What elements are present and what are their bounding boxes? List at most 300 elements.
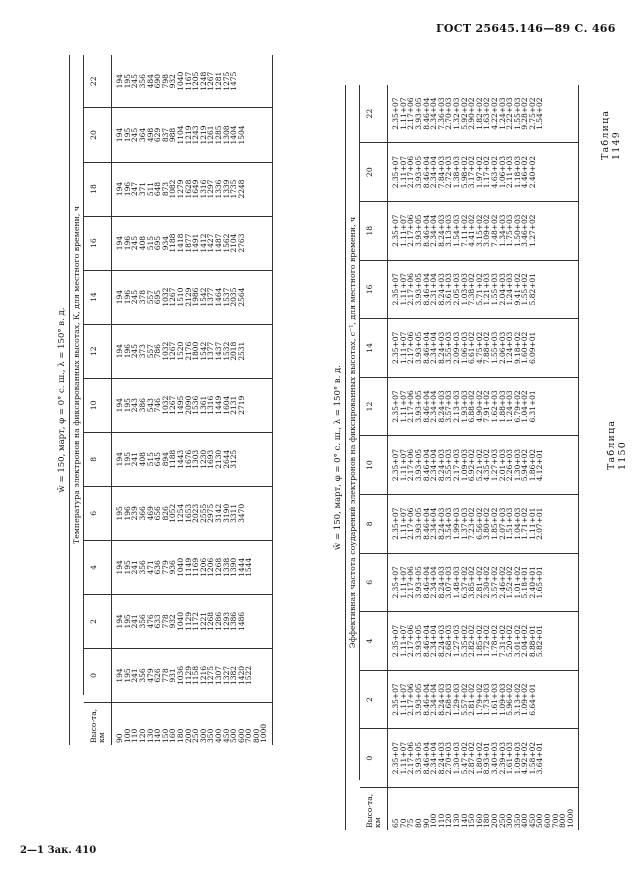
table-cell: 4.22+02: [489, 97, 499, 130]
table-cell: 988: [168, 127, 178, 143]
height-column-header: Высо-та, км: [360, 788, 388, 831]
page-footer: 2—1 Зак. 410: [20, 845, 97, 856]
table-cell: 2.34+04: [429, 331, 439, 365]
table-cell: 1.06+03: [459, 331, 469, 365]
table-cell: 4.75+02: [474, 331, 484, 365]
table-cell: 1.48+03: [451, 566, 461, 599]
table-cell: 8.24+03: [436, 507, 446, 540]
table-cell: 2.17+06: [406, 624, 416, 658]
table-cell: 471: [145, 560, 155, 575]
table-1149-grid: [84, 55, 272, 745]
table-cell: 2.68+03: [444, 683, 454, 716]
table-cell: 1267: [168, 287, 178, 307]
table-cell: 1285: [213, 125, 223, 145]
table-cell: 2.01+03: [497, 449, 507, 482]
table-cell: 2.35+07: [391, 155, 401, 189]
hour-values: [112, 216, 272, 270]
table-cell: 2.68+03: [444, 624, 454, 658]
table-cell: 1.75+03: [505, 214, 515, 247]
hour-column-header: 14: [360, 319, 388, 378]
table-cell: 1052: [168, 503, 178, 523]
table-cell: 2.17+06: [406, 273, 416, 306]
table-cell: 1.01+02: [512, 566, 522, 599]
table-cell: 779: [160, 560, 170, 575]
table-cell: 1.24+03: [497, 97, 507, 130]
table-cell: 3.93+05: [413, 683, 423, 716]
table-cell: 8.24+03: [436, 390, 446, 423]
table-cell: 3.15+02: [474, 214, 484, 247]
table-cell: 511: [145, 181, 155, 197]
table-cell: 196: [122, 506, 132, 521]
table-cell: 1475: [229, 71, 239, 91]
table-cell: 1.79+02: [474, 683, 484, 716]
table-cell: 1404: [229, 125, 239, 145]
table-cell: 1.82+02: [474, 97, 484, 130]
hour-column-header: 20: [360, 143, 388, 202]
table-cell: 1.52+02: [505, 566, 515, 599]
table-cell: 5.96+02: [505, 683, 515, 716]
hour-column-header: 8: [360, 494, 388, 553]
table-cell: 195: [122, 668, 132, 683]
table-cell: 2.17+06: [406, 449, 416, 482]
table-cell: 1.21+03: [482, 273, 492, 306]
table-cell: 1268: [213, 557, 223, 577]
height-value: 120: [444, 813, 454, 828]
table-cell: 8.46+04: [421, 390, 431, 423]
table-cell: 4.63+02: [489, 155, 499, 189]
table-cell: 356: [137, 614, 147, 629]
table-cell: 1562: [221, 233, 231, 253]
table-cell: 4.35+02: [482, 449, 492, 482]
height-value: 800: [558, 813, 568, 828]
table-cell: 2.87+02: [467, 742, 477, 775]
table-cell: 1.11+07: [398, 97, 408, 130]
table-cell: 6.61+02: [467, 331, 477, 365]
table-cell: 645: [153, 452, 163, 467]
table-cell: 746: [153, 398, 163, 413]
table-cell: 1676: [183, 449, 193, 469]
table-cell: 1487: [213, 233, 223, 253]
height-value: 1000: [259, 724, 269, 743]
table-cell: 3.61+03: [444, 273, 454, 306]
table-cell: 1.50+03: [512, 214, 522, 247]
table-cell: 8.24+03: [436, 273, 446, 306]
table-cell: 194: [115, 344, 125, 359]
hour-values: [112, 432, 272, 486]
table-cell: 9.41+02: [512, 273, 522, 306]
table-cell: 2555: [198, 503, 208, 523]
hour-values: [388, 670, 579, 729]
table-cell: 1188: [168, 449, 178, 469]
table-cell: 1206: [198, 557, 208, 577]
height-value: 450: [221, 728, 231, 743]
table-cell: 1129: [183, 666, 193, 685]
table-cell: 196: [122, 181, 132, 197]
table-cell: 4.41+02: [467, 214, 477, 247]
table-cell: 8.24+03: [436, 214, 446, 247]
table-1149-label: Таблица 1149: [600, 109, 622, 160]
table-cell: 1504: [236, 125, 246, 145]
table-cell: 8.46+04: [421, 214, 431, 247]
table-cell: 245: [130, 290, 140, 305]
table-cell: 194: [115, 614, 125, 629]
hour-values: [388, 729, 579, 788]
table-cell: 1040: [175, 611, 185, 631]
table-cell: 3.93+05: [413, 624, 423, 658]
table-cell: 408: [137, 236, 147, 251]
table-cell: 1.27+02: [527, 214, 537, 247]
table-cell: 1.29+03: [451, 683, 461, 716]
table-cell: 1.55+03: [489, 273, 499, 306]
table-cell: 245: [130, 127, 140, 143]
table-cell: 636: [153, 560, 163, 575]
table-cell: 1.34+03: [497, 214, 507, 247]
table-cell: 1219: [183, 125, 193, 145]
table-cell: 2.13+03: [451, 390, 461, 423]
table-cell: 1536: [191, 395, 201, 415]
height-value: 110: [436, 813, 446, 828]
table-cell: 2.06+03: [497, 331, 507, 365]
table-cell: 2.34+04: [429, 742, 439, 775]
table-cell: 2.11+03: [505, 155, 515, 189]
table-cell: 648: [153, 181, 163, 197]
table-cell: 515: [145, 236, 155, 251]
table-cell: 936: [168, 560, 178, 575]
table-cell: 1336: [213, 179, 223, 199]
table-cell: 1.37+03: [459, 507, 469, 540]
table-cell: 1.54+02: [535, 97, 545, 130]
height-value: 90: [421, 818, 431, 828]
table-cell: 2.35+07: [391, 331, 401, 365]
height-value: 150: [467, 813, 477, 828]
table-cell: 241: [130, 452, 140, 467]
table-cell: 194: [115, 74, 125, 89]
table-cell: 778: [160, 614, 170, 629]
table-cell: 1.24+03: [505, 331, 515, 365]
table-cell: 1275: [221, 71, 231, 91]
table-cell: 934: [160, 236, 170, 251]
table-cell: 2.75+02: [527, 97, 537, 130]
table-cell: 1267: [168, 395, 178, 415]
table-cell: 2.17+06: [406, 214, 416, 247]
table-cell: 2.07+01: [535, 507, 545, 540]
table-cell: 2.26+03: [505, 449, 515, 482]
table-cell: 1267: [168, 341, 178, 361]
table-cell: 3.80+02: [482, 507, 492, 540]
table-cell: 1.11+07: [398, 214, 408, 247]
table-cell: 1.11+07: [398, 624, 408, 658]
table-cell: 1464: [213, 287, 223, 307]
table-cell: 408: [137, 452, 147, 467]
table-cell: 239: [130, 506, 140, 521]
table-cell: 1.11+07: [398, 566, 408, 599]
table-cell: 3.07+03: [444, 566, 454, 599]
hour-values: [388, 612, 579, 671]
table-cell: 3.09+02: [482, 214, 492, 247]
table-cell: 1.88+03: [497, 390, 507, 423]
hour-column-header: 4: [84, 540, 112, 594]
hour-values: [112, 648, 272, 702]
height-value: 400: [213, 728, 223, 743]
table-cell: 7.36+03: [436, 97, 446, 130]
table-cell: 1158: [191, 666, 201, 685]
hour-column-header: 12: [360, 377, 388, 436]
table-cell: 3.01+02: [512, 624, 522, 658]
table-cell: 3470: [236, 503, 246, 523]
hour-column-header: 18: [360, 201, 388, 260]
table-cell: 2.17+06: [406, 390, 416, 423]
table-cell: 2.81+02: [467, 683, 477, 716]
hour-values: [388, 494, 579, 553]
table-cell: 837: [160, 127, 170, 143]
table-cell: 1.11+07: [398, 155, 408, 189]
table-cell: 1.55+03: [489, 331, 499, 365]
table-cell: 1188: [168, 233, 178, 253]
table-cell: 1.09+03: [497, 683, 507, 716]
table-cell: 1172: [191, 611, 201, 631]
table-cell: 194: [115, 668, 125, 683]
table-cell: 6.92+02: [467, 449, 477, 482]
table-cell: 2.72+03: [444, 155, 454, 189]
table-cell: 8.46+04: [421, 507, 431, 540]
table-cell: 1390: [229, 557, 239, 577]
table-cell: 1.27+03: [451, 624, 461, 658]
table2-table: [360, 85, 578, 830]
table-cell: 1412: [198, 233, 208, 253]
table-cell: 2763: [236, 233, 246, 253]
table-cell: 1.11+07: [398, 449, 408, 482]
table-cell: 2.30+02: [482, 566, 492, 599]
table-cell: 2.40+02: [527, 155, 537, 189]
table-cell: 1735: [229, 179, 239, 199]
height-value: 130: [451, 813, 461, 828]
table-cell: 1206: [206, 557, 216, 577]
height-value: 150: [160, 728, 170, 743]
table-cell: 894: [160, 452, 170, 467]
height-value: 400: [520, 813, 530, 828]
table-cell: 2.17+06: [406, 742, 416, 775]
table-cell: 3.55+03: [444, 331, 454, 365]
hour-column-header: 14: [84, 270, 112, 324]
table-cell: 364: [137, 127, 147, 143]
table-cell: 1.09+02: [520, 683, 530, 716]
table-cell: 479: [145, 668, 155, 683]
table-cell: 6.56+02: [474, 507, 484, 540]
table-cell: 195: [122, 398, 132, 413]
table-cell: 6.88+02: [467, 390, 477, 423]
height-value: 250: [191, 728, 201, 743]
hour-column-header: 22: [360, 85, 388, 143]
table-cell: 1449: [213, 395, 223, 415]
table-cell: 196: [122, 344, 132, 359]
table-cell: 1427: [206, 233, 216, 253]
table-cell: 2.35+07: [391, 507, 401, 540]
table-cell: 3.93+05: [413, 155, 423, 189]
table-cell: 1297: [206, 179, 216, 199]
table-cell: 3.85+02: [467, 566, 477, 599]
table-cell: 194: [115, 290, 125, 305]
table-cell: 8.46+04: [421, 155, 431, 189]
height-value: 350: [206, 728, 216, 743]
table-cell: 1649: [191, 179, 201, 199]
table-cell: 1293: [221, 611, 231, 631]
table-cell: 5.82+01: [535, 624, 545, 658]
table-cell: 1279: [175, 179, 185, 199]
table-cell: 1.11+07: [398, 507, 408, 540]
table-cell: 1.99+03: [451, 507, 461, 540]
table-cell: 1537: [221, 287, 231, 307]
height-value: 110: [130, 728, 140, 743]
table-cell: 1040: [175, 71, 185, 91]
height-value: 450: [527, 813, 537, 828]
table-cell: 2.17+06: [406, 155, 416, 189]
table-cell: 1.11+07: [398, 390, 408, 423]
height-value: 500: [229, 728, 239, 743]
hour-values: [112, 594, 272, 648]
table-cell: 2.35+07: [391, 214, 401, 247]
table-cell: 1267: [206, 71, 216, 91]
table-cell: 1268: [206, 611, 216, 631]
table-cell: 931: [168, 668, 178, 683]
table-cell: 7.84+03: [436, 155, 446, 189]
table-cell: 5.98+02: [459, 155, 469, 189]
table-cell: 2.09+03: [451, 331, 461, 365]
table-cell: 7.38+02: [467, 273, 477, 306]
table-cell: 1303: [191, 449, 201, 469]
table-cell: 8.46+04: [421, 683, 431, 716]
height-column-header: Высо-та, км: [84, 703, 112, 746]
table-cell: 626: [153, 668, 163, 683]
table-cell: 1286: [213, 611, 223, 631]
table-cell: 378: [137, 290, 147, 305]
table-cell: 3.46+02: [520, 214, 530, 247]
table-cell: 6.79+02: [512, 390, 522, 423]
height-values: [388, 788, 579, 831]
table-cell: 1243: [191, 125, 201, 145]
table-cell: 1495: [175, 395, 185, 415]
table-cell: 1.27+03: [489, 449, 499, 482]
table-cell: 4.92+02: [520, 742, 530, 775]
table-1149-frame: [69, 55, 273, 745]
table-cell: 3.93+05: [413, 390, 423, 423]
table-cell: 2176: [183, 341, 193, 361]
table-cell: 1.04+02: [520, 390, 530, 423]
table-1149-caption: Температура электронов на фиксированных высотах, К, для местного времени, ч: [70, 55, 84, 695]
hour-column-header: 16: [84, 216, 112, 270]
table-cell: 2.17+06: [406, 331, 416, 365]
table-cell: 1544: [244, 557, 254, 577]
table-cell: 1.61+03: [489, 683, 499, 716]
hour-column-header: 10: [360, 436, 388, 495]
table-cell: 2.17+06: [406, 507, 416, 540]
table-cell: 8.46+04: [421, 331, 431, 365]
height-value: 100: [429, 813, 439, 828]
table-cell: 1.58+02: [527, 742, 537, 775]
table-cell: 1.51+03: [505, 507, 515, 540]
table-cell: 826: [160, 506, 170, 521]
height-value: 600: [236, 728, 246, 743]
hour-values: [388, 319, 579, 378]
table-cell: 1.38+03: [451, 155, 461, 189]
table-cell: 2090: [183, 395, 193, 415]
hour-column-header: 10: [84, 378, 112, 432]
table-cell: 1316: [198, 179, 208, 199]
table-cell: 2.34+04: [429, 624, 439, 658]
table-cell: 2.04+02: [520, 624, 530, 658]
table-cell: 2.17+06: [406, 97, 416, 130]
table-cell: 8.46+04: [421, 97, 431, 130]
hour-values: [388, 260, 579, 319]
table-cell: 8.46+04: [421, 273, 431, 306]
table-cell: 1036: [175, 666, 185, 685]
table-cell: 2644: [221, 449, 231, 469]
table-cell: 3125: [229, 449, 239, 469]
table-cell: 194: [115, 127, 125, 143]
table-cell: 241: [130, 560, 140, 575]
hour-column-header: 0: [84, 648, 112, 702]
hour-column-header: 2: [84, 594, 112, 648]
height-value: 180: [482, 813, 492, 828]
table-cell: 3.13+03: [444, 214, 454, 247]
table-cell: 5.92+02: [459, 97, 469, 130]
table-cell: 1420: [236, 666, 246, 685]
table-cell: 1032: [160, 395, 170, 415]
table-cell: 932: [168, 74, 178, 89]
table-cell: 1129: [183, 611, 193, 631]
table-cell: 243: [130, 398, 140, 413]
table-cell: 2248: [236, 179, 246, 199]
table-cell: 798: [160, 74, 170, 89]
table-1150: [330, 85, 580, 830]
table-cell: 2035: [229, 287, 239, 307]
table-cell: 1219: [198, 125, 208, 145]
table-cell: 241: [130, 668, 140, 683]
table-cell: 2.35+07: [391, 390, 401, 423]
table-cell: 2564: [236, 287, 246, 307]
table-cell: 1628: [183, 179, 193, 199]
table-cell: 1149: [183, 557, 193, 577]
table-cell: 1520: [175, 341, 185, 361]
table-cell: 1.18+03: [512, 155, 522, 189]
table-cell: 195: [122, 614, 132, 629]
table-cell: 3311: [229, 503, 239, 523]
table-cell: 3.93+05: [413, 331, 423, 365]
table-cell: 2.34+04: [429, 155, 439, 189]
height-value: 500: [535, 813, 545, 828]
height-value: 180: [175, 728, 185, 743]
table-cell: 1361: [198, 395, 208, 415]
table-cell: 873: [160, 181, 170, 197]
table-cell: 245: [130, 236, 140, 251]
hour-values: [388, 553, 579, 612]
table-cell: 1491: [191, 233, 201, 253]
table-cell: 1382: [229, 666, 239, 685]
table-cell: 356: [137, 74, 147, 89]
table-cell: 2.34+04: [429, 449, 439, 482]
table-cell: 629: [153, 127, 163, 143]
hour-values: [112, 378, 272, 432]
table-cell: 2719: [236, 395, 246, 415]
table-cell: 1377: [206, 287, 216, 307]
table-cell: 8.24+03: [436, 742, 446, 775]
height-value: 250: [497, 813, 507, 828]
table-cell: 3.93+05: [413, 742, 423, 775]
page-header: ГОСТ 25645.146—89 С. 466: [436, 22, 616, 35]
hour-values: [112, 162, 272, 216]
table-cell: 1.54+03: [451, 214, 461, 247]
table-cell: 1.93+03: [459, 390, 469, 423]
table-cell: 8.24+03: [436, 566, 446, 599]
